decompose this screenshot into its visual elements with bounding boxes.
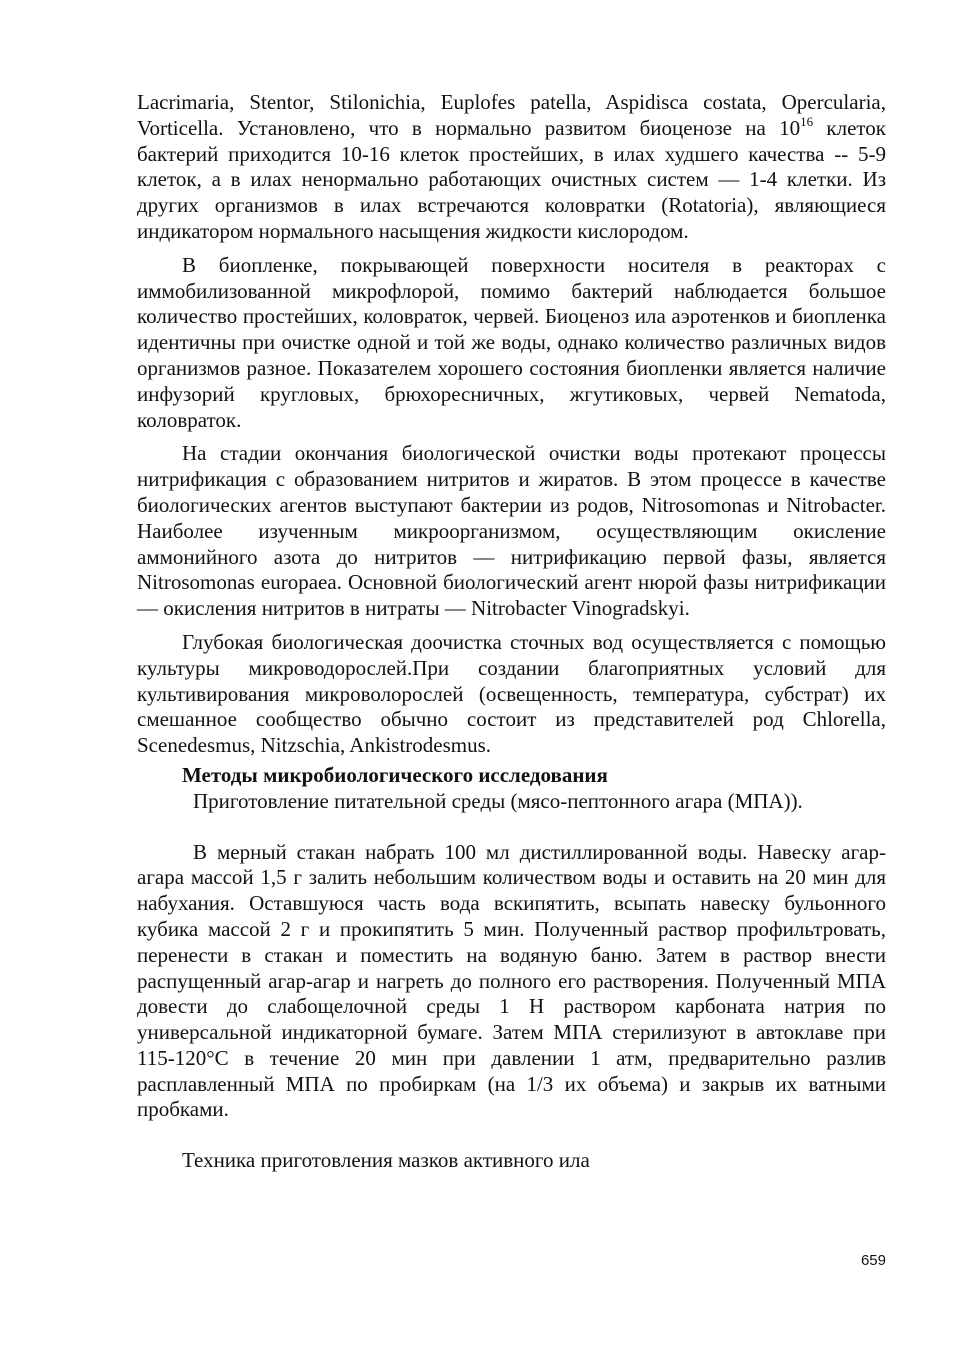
paragraph-protozoa-part2: клеток бактерий приходится 10-16 клеток простейших, в илах худшего качества -- 5-9 клеток, а в илах ненормально работающих очистных систем — 1-4 клетки. Из других организмов в илах встречаются коловратки (Rotatoria), являющиеся индикатором нормального насыщения жидкости кислородом. <box>137 115 886 243</box>
paragraph-microalgae: Глубокая биологическая доочистка сточных вод осуществляется с помощью культуры микроводорослей.При создании благоприятных условий для культивирования микроволорослей (освещенность, температура, субстрат) их смешанное сообщество обычно состоит из представителей род Chlorella, Scenedesmus, Nitzschia, Ankistrodesmus. <box>137 629 886 758</box>
body-text <box>137 90 886 1174</box>
paragraph-smear-technique: Техника приготовления мазков активного ила <box>182 1148 590 1173</box>
paragraph-mpa-preparation: В мерный стакан набрать 100 мл дистиллированной воды. Навеску агар-агара массой 1,5 г залить небольшим количеством воды и оставить на 20 мин для набухания. Оставшуюся часть вода вскипятить, всыпать навеску бульонного кубика массой 2 г и прокипятить 5 мин. Полученный раствор профильтровать, перенести в стакан и поместить на водяную баню. Затем в раствор внести распущенный агар-агар и нагреть до полного его растворения. Полученный МПА довести до слабощелочной среды 1 Н раствором карбоната натрия по универсальной индикаторной бумаге. Затем МПА стерилизуют в автоклаве при 115-120°С в течение 20 мин при давлении 1 атм, предварительно разлив расплавленный МПА по пробиркам (на 1/3 их объема) и закрыв их ватными пробками. <box>137 839 886 1122</box>
exponent-superscript: 16 <box>800 113 814 129</box>
section-heading: Методы микробиологического исследования <box>182 762 608 787</box>
paragraph-nitrification: На стадии окончания биологической очистки воды протекают процессы нитрификация с образованием нитритов и жиратов. В этом процессе в качестве биологических агентов выступают бактерии из родов, Nitrosomonas и Nitrobacter. Наиболее изученным микроорганизмом, осуществляющим окисление аммонийного азота до нитритов — нитрификацию первой фазы, является Nitrosomonas europaea. Основной биологический агент нюрой фазы нитрификации — окисления нитритов в нитраты — Nitrobacter Vinogradskyi. <box>137 441 886 621</box>
paragraph-protozoa <box>137 90 886 245</box>
paragraph-biofilm: В биопленке, покрывающей поверхности носителя в реакторах с иммобилизованной микрофлорой, помимо бактерий наблюдается большое количество простейших, коловраток, червей. Биоценоз ила аэротенков и биопленка идентичны при очистке одной и той же воды, однако количество различных видов организмов разное. Показателем хорошего состояния биопленки является наличие инфузорий кругловых, брюхоресничных, жгутиковых, червей Nematoda, коловраток. <box>137 252 886 432</box>
paragraph-protozoa-part1: Lacrimaria, Stentor, Stilonichia, Euplofes patella, Aspidisca costata, Opercularia, Vorticella. Установлено, что в нормально развитом биоценозе на 10 <box>137 90 886 140</box>
page-number: 659 <box>860 1252 886 1269</box>
section-subheading: Приготовление питательной среды (мясо-пептонного агара (МПА)). <box>193 788 803 813</box>
